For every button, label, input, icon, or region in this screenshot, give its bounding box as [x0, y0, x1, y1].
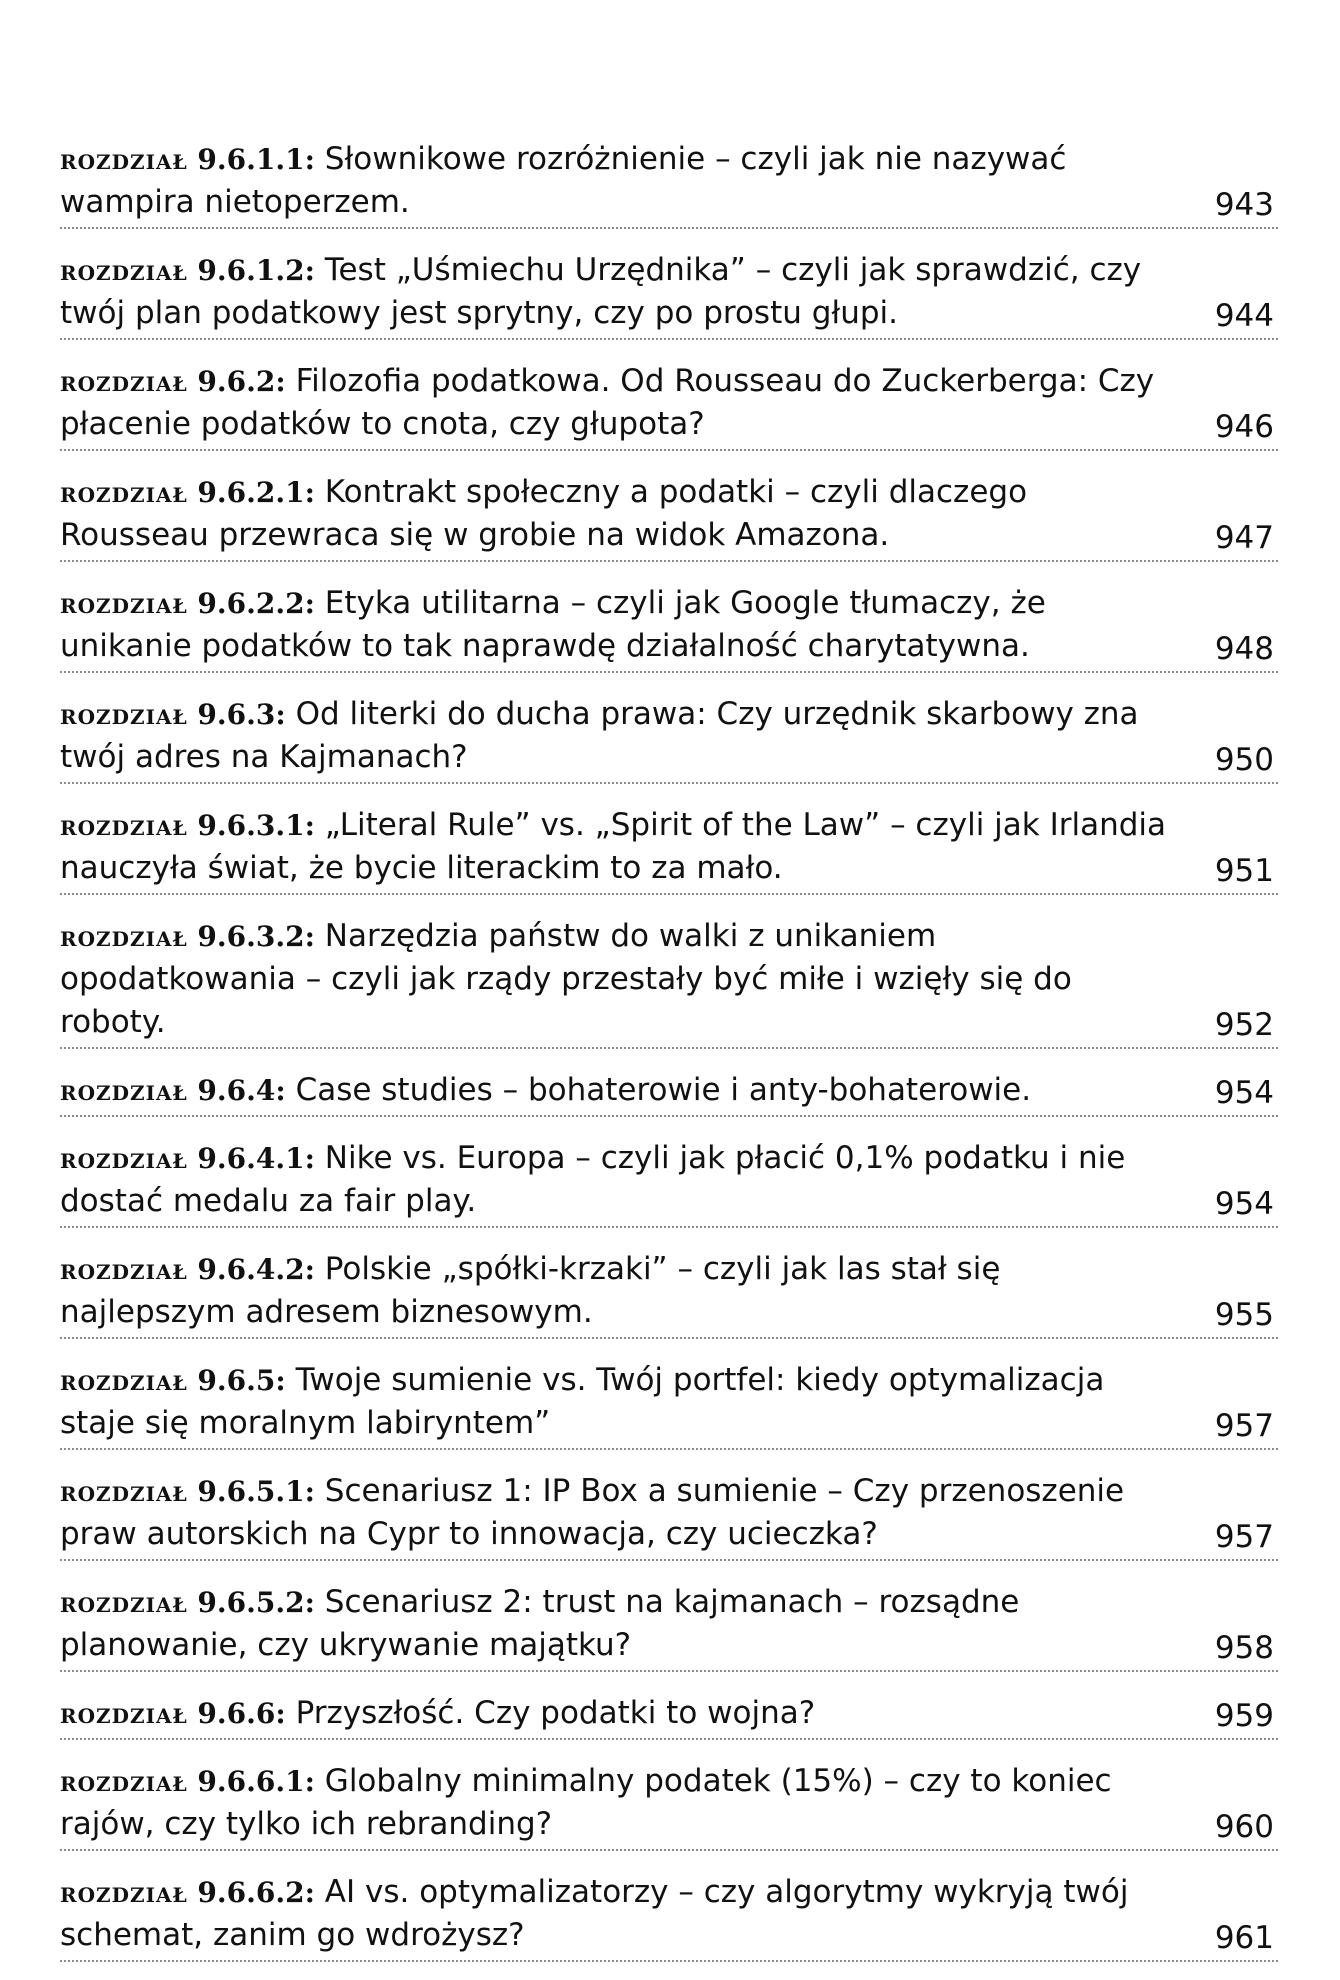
chapter-title: Twoje sumienie vs. Twój portfel: kiedy optymalizacja staje się moralnym labiryntem”	[60, 1362, 1105, 1441]
toc-entry-title	[60, 249, 1278, 335]
toc-entry-title	[60, 360, 1278, 446]
chapter-title: Filozofia podatkowa. Od Rousseau do Zuckerberga: Czy płacenie podatków to cnota, czy głupota?	[60, 363, 1155, 442]
page-number: 948	[1214, 631, 1274, 667]
chapter-word: rozdział	[60, 1586, 188, 1619]
toc-entry	[60, 1865, 1278, 1962]
chapter-word: rozdział	[60, 1876, 188, 1909]
chapter-title: Globalny minimalny podatek (15%) – czy to koniec rajów, czy tylko ich rebranding?	[60, 1763, 1112, 1842]
toc-entry-title	[60, 1470, 1278, 1556]
chapter-label	[60, 920, 315, 953]
chapter-label	[60, 1697, 286, 1730]
toc-entry-title	[60, 1871, 1278, 1957]
chapter-word: rozdział	[60, 365, 188, 398]
toc-entry	[60, 1063, 1278, 1117]
page-number: 947	[1214, 520, 1274, 556]
page-number: 954	[1214, 1186, 1274, 1222]
chapter-title: Scenariusz 1: IP Box a sumienie – Czy przenoszenie praw autorskich na Cypr to innowacja, czy ucieczka?	[60, 1473, 1125, 1552]
toc-entry-title	[60, 1581, 1278, 1667]
chapter-number: 9.6.3.2:	[197, 920, 315, 953]
chapter-number: 9.6.6:	[197, 1697, 286, 1730]
chapter-title: Case studies – bohaterowie i anty-bohaterowie.	[295, 1072, 1032, 1108]
page-number: 960	[1214, 1809, 1274, 1845]
page-number: 958	[1214, 1630, 1274, 1666]
chapter-label	[60, 809, 315, 842]
chapter-label	[60, 1876, 315, 1909]
toc-entry-title	[60, 138, 1278, 224]
toc-entry	[60, 1575, 1278, 1672]
chapter-number: 9.6.4.1:	[197, 1142, 315, 1175]
page-number: 943	[1214, 187, 1274, 223]
toc-entry	[60, 1353, 1278, 1450]
chapter-title: Polskie „spółki-krzaki” – czyli jak las stał się najlepszym adresem biznesowym.	[60, 1251, 1001, 1330]
page-number: 951	[1214, 853, 1274, 889]
chapter-title: Słownikowe rozróżnienie – czyli jak nie nazywać wampira nietoperzem.	[60, 141, 1067, 220]
chapter-label	[60, 143, 315, 176]
chapter-title: Etyka utilitarna – czyli jak Google tłumaczy, że unikanie podatków to tak naprawdę działalność charytatywna.	[60, 585, 1046, 664]
toc-entry-title	[60, 471, 1278, 557]
page-number: 954	[1214, 1075, 1274, 1111]
toc-entry-title	[60, 582, 1278, 668]
chapter-label	[60, 1765, 315, 1798]
chapter-number: 9.6.5.2:	[197, 1586, 315, 1619]
chapter-label	[60, 1074, 286, 1107]
chapter-word: rozdział	[60, 920, 188, 953]
toc-entry-title	[60, 1137, 1278, 1223]
chapter-word: rozdział	[60, 698, 188, 731]
toc-entry-title	[60, 1248, 1278, 1334]
chapter-title: Test „Uśmiechu Urzędnika” – czyli jak sprawdzić, czy twój plan podatkowy jest sprytny, czy po prostu głupi.	[60, 252, 1142, 331]
chapter-label	[60, 365, 286, 398]
chapter-word: rozdział	[60, 809, 188, 842]
chapter-title: Scenariusz 2: trust na kajmanach – rozsądne planowanie, czy ukrywanie majątku?	[60, 1584, 1020, 1663]
chapter-title: Od literki do ducha prawa: Czy urzędnik skarbowy zna twój adres na Kajmanach?	[60, 696, 1139, 775]
toc-entry	[60, 132, 1278, 229]
chapter-title: Nike vs. Europa – czyli jak płacić 0,1% podatku i nie dostać medalu za fair play.	[60, 1140, 1126, 1219]
toc-entry	[60, 243, 1278, 340]
chapter-number: 9.6.4:	[197, 1074, 286, 1107]
chapter-label	[60, 254, 315, 287]
chapter-label	[60, 698, 286, 731]
toc-entry	[60, 1242, 1278, 1339]
chapter-number: 9.6.2.1:	[197, 476, 315, 509]
toc-entry-title	[60, 1760, 1278, 1846]
toc-entry	[60, 1686, 1278, 1740]
page-number: 957	[1214, 1519, 1274, 1555]
chapter-word: rozdział	[60, 1074, 188, 1107]
chapter-number: 9.6.3:	[197, 698, 286, 731]
chapter-word: rozdział	[60, 476, 188, 509]
chapter-word: rozdział	[60, 254, 188, 287]
chapter-word: rozdział	[60, 143, 188, 176]
chapter-title: Przyszłość. Czy podatki to wojna?	[295, 1695, 816, 1731]
chapter-number: 9.6.1.1:	[197, 143, 315, 176]
chapter-word: rozdział	[60, 1697, 188, 1730]
chapter-label	[60, 1364, 286, 1397]
toc-entry	[60, 909, 1278, 1049]
chapter-title: Narzędzia państw do walki z unikaniem opodatkowania – czyli jak rządy przestały być miłe i wzięły się do roboty.	[60, 918, 1072, 1040]
page-number: 961	[1214, 1920, 1274, 1956]
chapter-number: 9.6.5:	[197, 1364, 286, 1397]
chapter-word: rozdział	[60, 587, 188, 620]
chapter-label	[60, 1475, 315, 1508]
toc-entry-title	[60, 1069, 1278, 1112]
chapter-title: Kontrakt społeczny a podatki – czyli dlaczego Rousseau przewraca się w grobie na widok Amazona.	[60, 474, 1028, 553]
toc-entry	[60, 465, 1278, 562]
chapter-title: AI vs. optymalizatorzy – czy algorytmy wykryją twój schemat, zanim go wdrożysz?	[60, 1874, 1129, 1953]
chapter-number: 9.6.5.1:	[197, 1475, 315, 1508]
chapter-number: 9.6.1.2:	[197, 254, 315, 287]
toc-entry-title	[60, 915, 1278, 1044]
toc-entry	[60, 687, 1278, 784]
page-number: 959	[1214, 1698, 1274, 1734]
page-number: 952	[1214, 1007, 1274, 1043]
chapter-number: 9.6.3.1:	[197, 809, 315, 842]
chapter-word: rozdział	[60, 1364, 188, 1397]
chapter-number: 9.6.4.2:	[197, 1253, 315, 1286]
chapter-label	[60, 1586, 315, 1619]
chapter-word: rozdział	[60, 1765, 188, 1798]
page-number: 950	[1214, 742, 1274, 778]
chapter-label	[60, 1253, 315, 1286]
toc-entry	[60, 1464, 1278, 1561]
page-number: 955	[1214, 1297, 1274, 1333]
chapter-number: 9.6.2:	[197, 365, 286, 398]
page-number: 944	[1214, 298, 1274, 334]
chapter-label	[60, 587, 315, 620]
toc-entry-title	[60, 804, 1278, 890]
toc-entry-title	[60, 1359, 1278, 1445]
chapter-word: rozdział	[60, 1142, 188, 1175]
chapter-word: rozdział	[60, 1475, 188, 1508]
chapter-title: „Literal Rule” vs. „Spirit of the Law” – czyli jak Irlandia nauczyła świat, że bycie literackim to za mało.	[60, 807, 1167, 886]
table-of-contents	[60, 132, 1278, 1976]
toc-entry	[60, 576, 1278, 673]
toc-entry	[60, 354, 1278, 451]
page-number: 946	[1214, 409, 1274, 445]
toc-entry	[60, 1754, 1278, 1851]
page-number: 957	[1214, 1408, 1274, 1444]
chapter-number: 9.6.2.2:	[197, 587, 315, 620]
chapter-number: 9.6.6.1:	[197, 1765, 315, 1798]
toc-entry	[60, 798, 1278, 895]
chapter-label	[60, 476, 315, 509]
chapter-label	[60, 1142, 315, 1175]
toc-entry-title	[60, 693, 1278, 779]
toc-entry-title	[60, 1692, 1278, 1735]
toc-entry	[60, 1131, 1278, 1228]
chapter-word: rozdział	[60, 1253, 188, 1286]
chapter-number: 9.6.6.2:	[197, 1876, 315, 1909]
